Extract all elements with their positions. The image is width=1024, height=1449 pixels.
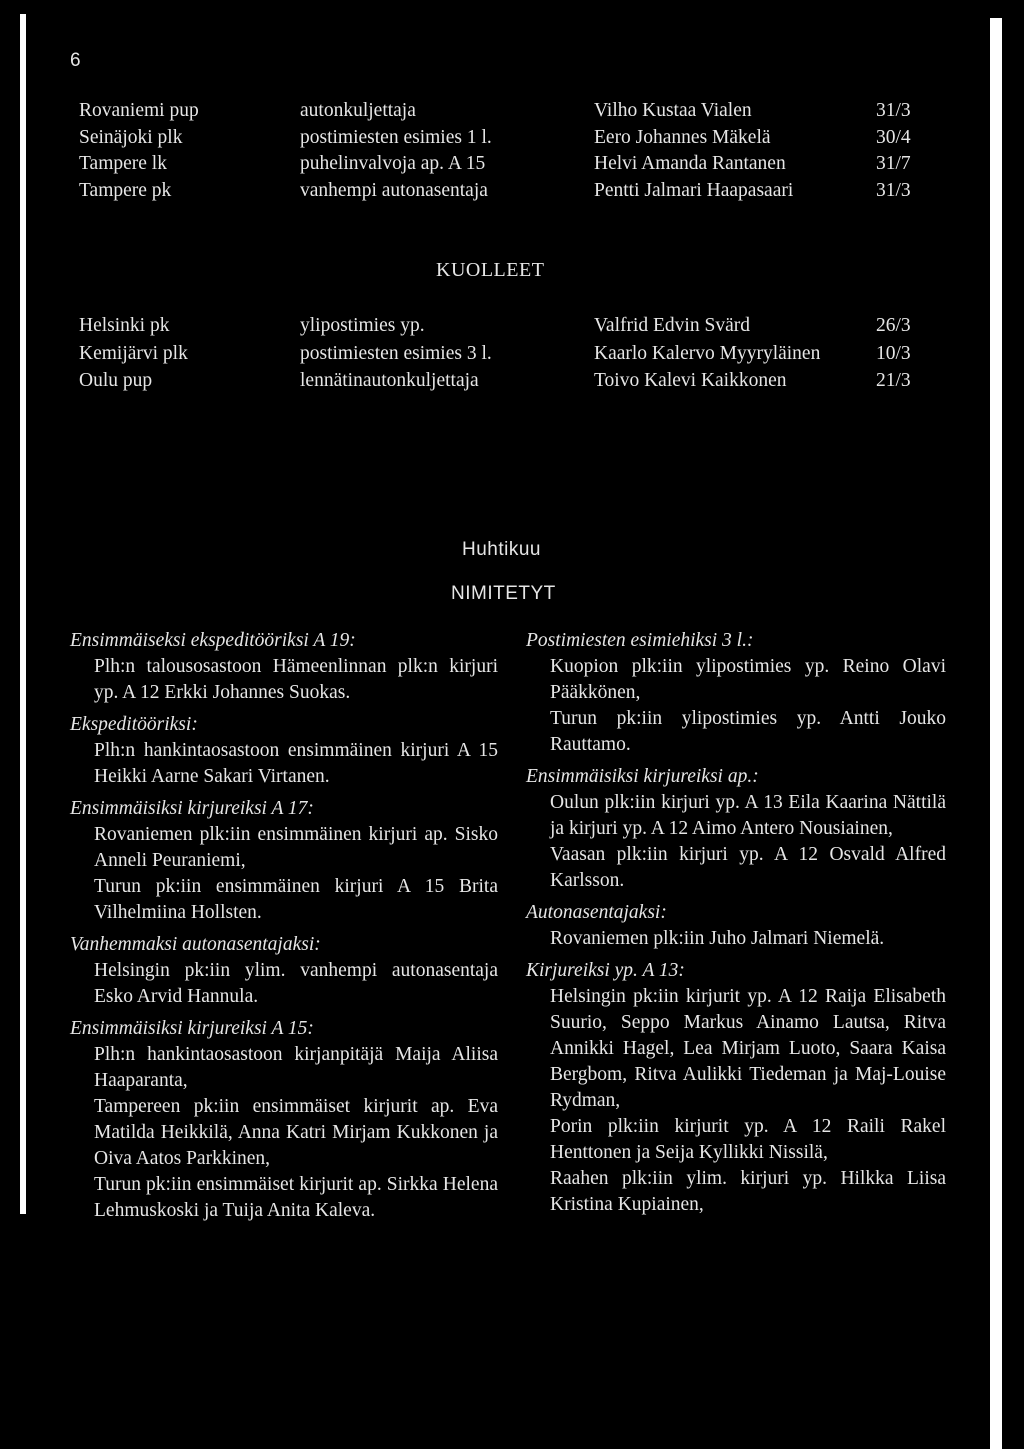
section-entry: Rovaniemen plk:iin Juho Jalmari Niemelä. xyxy=(550,928,885,949)
row-office: Tampere pk xyxy=(79,179,172,201)
row-name: Pentti Jalmari Haapasaari xyxy=(594,179,794,201)
row-date: 31/3 xyxy=(876,179,911,201)
section-label: Autonasentajaksi: xyxy=(526,902,667,923)
row-date: 31/7 xyxy=(876,153,911,174)
deceased-heading: KUOLLEET xyxy=(436,259,545,281)
section-label: Ensimmäiseksi ekspeditööriksi A 19: xyxy=(70,630,356,651)
page-number: 6 xyxy=(70,50,81,71)
section-entry: Tampereen pk:iin ensimmäiset kirjurit ap. Eva Matilda Heikkilä, Anna Katri Mirjam Kukkonen ja Oiva Aatos Parkkinen, xyxy=(94,1096,498,1169)
section-entry: Plh:n talousosastoon Hämeenlinnan plk:n kirjuri yp. A 12 Erkki Johannes Suokas. xyxy=(94,656,498,703)
section-label: Ensimmäisiksi kirjureiksi A 15: xyxy=(70,1018,314,1039)
row-title: autonkuljettaja xyxy=(300,100,416,121)
row-name: Vilho Kustaa Vialen xyxy=(594,100,752,121)
section-entry: Turun pk:iin ylipostimies yp. Antti Jouko Rauttamo. xyxy=(550,708,946,755)
row-title: vanhempi autonasentaja xyxy=(300,179,488,201)
appointed-heading: NIMITETYT xyxy=(451,583,556,604)
section-label: Ensimmäisiksi kirjureiksi ap.: xyxy=(526,766,759,787)
row-office: Rovaniemi pup xyxy=(79,100,199,121)
row-date: 31/3 xyxy=(876,100,911,121)
page-edge-left xyxy=(20,14,26,1214)
section-entry: Vaasan plk:iin kirjuri yp. A 12 Osvald Alfred Karlsson. xyxy=(550,844,946,891)
month-heading: Huhtikuu xyxy=(462,539,541,560)
row-name: Valfrid Edvin Svärd xyxy=(594,315,750,336)
section-entry: Helsingin pk:iin ylim. vanhempi autonasentaja Esko Arvid Hannula. xyxy=(94,960,498,1007)
row-title: postimiesten esimies 1 l. xyxy=(300,126,492,148)
row-title: lennätinautonkuljettaja xyxy=(300,370,479,391)
row-date: 26/3 xyxy=(876,315,911,336)
section-entry: Porin plk:iin kirjurit yp. A 12 Raili Rakel Henttonen ja Seija Kyllikki Nissilä, xyxy=(550,1116,946,1163)
section-label: Ekspeditööriksi: xyxy=(70,714,198,735)
page-edge-right xyxy=(990,18,1002,1449)
section-entry: Oulun plk:iin kirjuri yp. A 13 Eila Kaarina Nättilä ja kirjuri yp. A 12 Aimo Antero Nousiainen, xyxy=(550,792,946,839)
row-date: 30/4 xyxy=(876,126,911,148)
section-entry: Rovaniemen plk:iin ensimmäinen kirjuri ap. Sisko Anneli Peuraniemi, xyxy=(94,824,498,871)
row-office: Helsinki pk xyxy=(79,315,170,336)
section-entry: Helsingin pk:iin kirjurit yp. A 12 Raija Elisabeth Suurio, Seppo Markus Ainamo Lautsa, Ritva Annikki Hagel, Lea Mirjam Luoto, Saara Kaisa Bergbom, Ritva Aulikki Tiedeman ja Maj-Louise Rydman, xyxy=(550,986,946,1111)
row-title: ylipostimies yp. xyxy=(300,315,425,336)
section-label: Vanhemmaksi autonasentajaksi: xyxy=(70,934,321,955)
row-title: puhelinvalvoja ap. A 15 xyxy=(300,153,486,174)
row-office: Tampere lk xyxy=(79,153,167,174)
section-label: Postimiesten esimiehiksi 3 l.: xyxy=(526,630,754,651)
section-entry: Kuopion plk:iin ylipostimies yp. Reino Olavi Pääkkönen, xyxy=(550,656,946,703)
row-name: Helvi Amanda Rantanen xyxy=(594,153,786,174)
section-label: Ensimmäisiksi kirjureiksi A 17: xyxy=(70,798,314,819)
section-entry: Turun pk:iin ensimmäiset kirjurit ap. Sirkka Helena Lehmuskoski ja Tuija Anita Kaleva. xyxy=(94,1174,498,1221)
row-title: postimiesten esimies 3 l. xyxy=(300,342,492,364)
right-column xyxy=(526,628,946,1218)
section-label: Kirjureiksi yp. A 13: xyxy=(526,960,685,981)
row-name: Toivo Kalevi Kaikkonen xyxy=(594,370,787,391)
row-office: Oulu pup xyxy=(79,370,153,391)
row-name: Eero Johannes Mäkelä xyxy=(594,126,771,148)
section-entry: Raahen plk:iin ylim. kirjuri yp. Hilkka Liisa Kristina Kupiainen, xyxy=(550,1168,946,1215)
section-entry: Plh:n hankintaosastoon ensimmäinen kirjuri A 15 Heikki Aarne Sakari Virtanen. xyxy=(94,740,498,787)
section-entry: Turun pk:iin ensimmäinen kirjuri A 15 Brita Vilhelmiina Hollsten. xyxy=(94,876,498,923)
row-name: Kaarlo Kalervo Myyryläinen xyxy=(594,342,821,364)
row-date: 21/3 xyxy=(876,370,911,391)
row-office: Kemijärvi plk xyxy=(79,342,188,364)
row-office: Seinäjoki plk xyxy=(79,126,183,148)
left-column xyxy=(70,628,498,1224)
section-entry: Plh:n hankintaosastoon kirjanpitäjä Maija Aliisa Haaparanta, xyxy=(94,1044,498,1091)
row-date: 10/3 xyxy=(876,342,911,364)
